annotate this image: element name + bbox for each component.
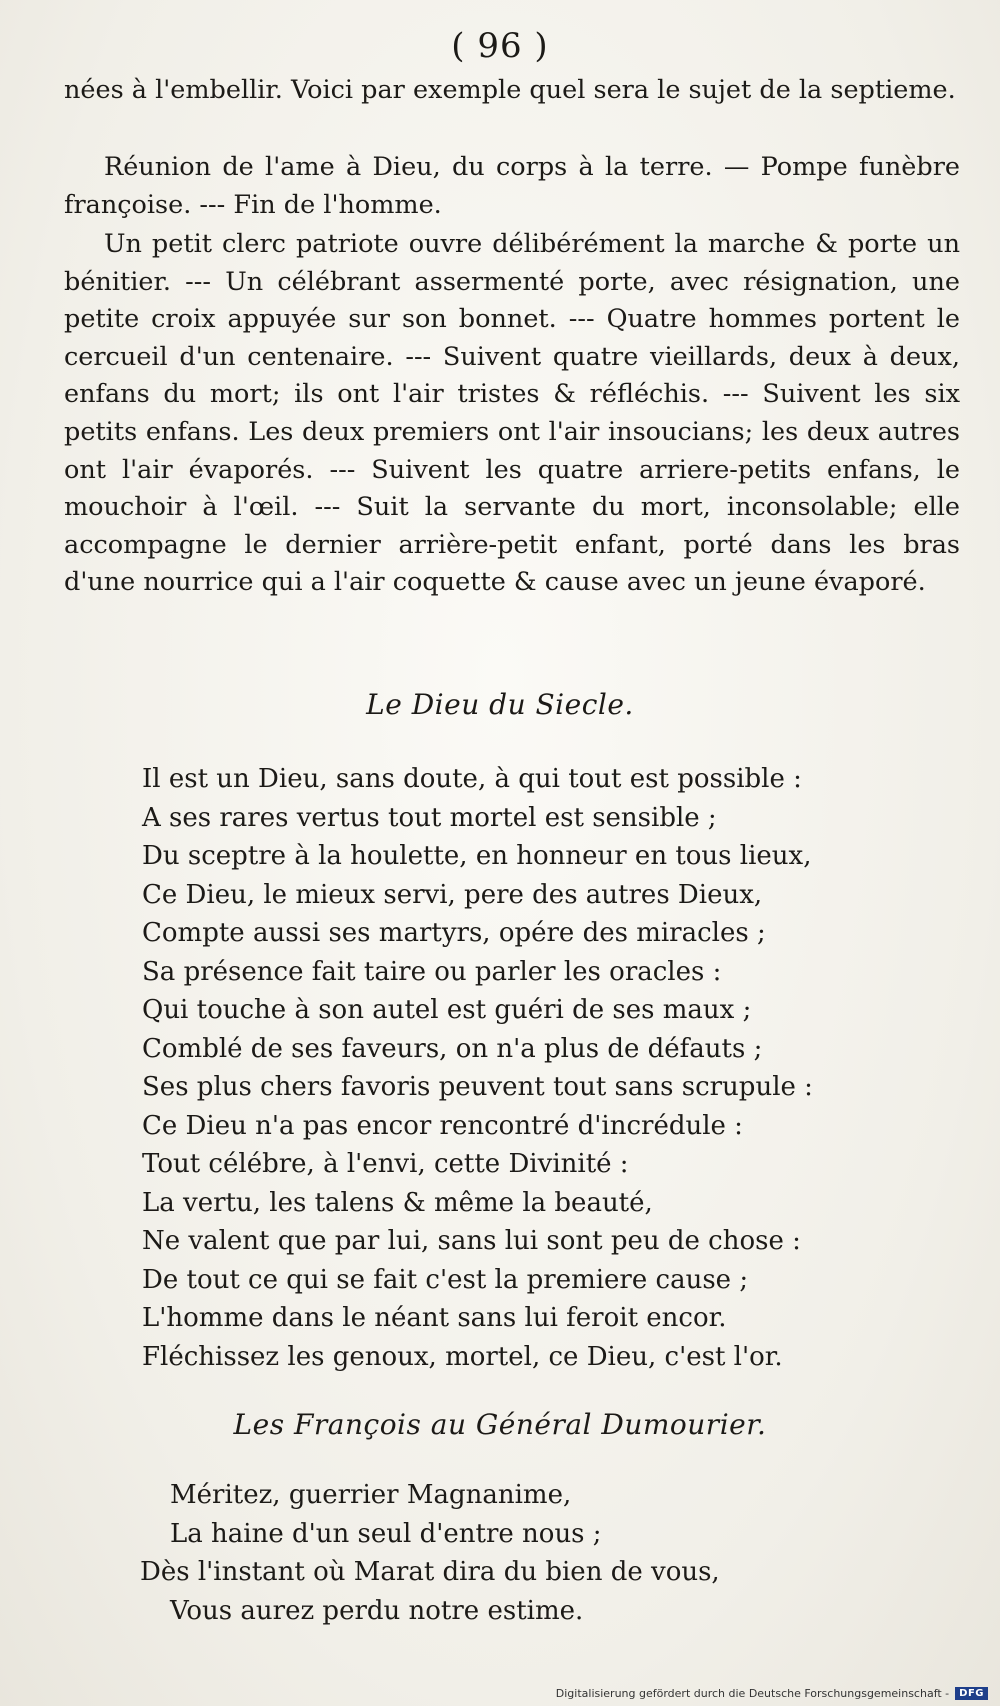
paragraph-text: Un petit clerc patriote ouvre délibérément la marche & porte un bénitier. --- Un célébrant assermenté porte, avec résignation, une petite croix appuyée sur son bonnet. --- Quatre hommes portent le cercueil d'un centenaire. --- Suivent quatre vieillards, deux à deux, enfans du mort; ils ont l'air tristes & réfléchis. --- Suivent les six petits enfans. Les deux premiers ont l'air insoucians; les deux autres ont l'air évaporés. --- Suivent les quatre arriere-petits enfans, le mouchoir à l'œil. --- Suit la servante du mort, inconsolable; elle accompagne le dernier arrière-petit enfant, porté dans les bras d'une nourrice qui a l'air coquette & cause avec un jeune évaporé. <box>64 229 960 598</box>
prose-paragraph-1 <box>64 72 960 110</box>
verse-line: La haine d'un seul d'entre nous ; <box>170 1518 602 1549</box>
poem-1 <box>142 760 932 1376</box>
credit-text: Digitalisierung gefördert durch die Deutsche Forschungsgemeinschaft - <box>555 1687 950 1700</box>
verse-line: Ses plus chers favoris peuvent tout sans scrupule : <box>142 1072 813 1102</box>
verse-line: Compte aussi ses martyrs, opére des miracles ; <box>142 918 766 948</box>
page-number: ( 96 ) <box>451 26 549 66</box>
verse-line: Il est un Dieu, sans doute, à qui tout est possible : <box>142 764 802 794</box>
poem-2 <box>140 1476 930 1630</box>
verse-line: Tout célébre, à l'envi, cette Divinité : <box>142 1149 629 1179</box>
verse-line: Qui touche à son autel est guéri de ses maux ; <box>142 995 752 1025</box>
verse-line: L'homme dans le néant sans lui feroit encor. <box>142 1303 727 1333</box>
verse-line: Ne valent que par lui, sans lui sont peu de chose : <box>142 1226 801 1256</box>
verse-line: Méritez, guerrier Magnanime, <box>170 1480 572 1510</box>
dfg-logo: DFG <box>955 1687 988 1700</box>
verse-line: Du sceptre à la houlette, en honneur en tous lieux, <box>142 841 812 871</box>
paragraph-text: nées à l'embellir. Voici par exemple quel sera le sujet de la septieme. <box>64 75 956 105</box>
prose-paragraph-2 <box>64 149 960 224</box>
verse-line: Ce Dieu, le mieux servi, pere des autres Dieux, <box>142 879 763 910</box>
poem-title-1: Le Dieu du Siecle. <box>366 688 634 721</box>
verse-line: Fléchissez les genoux, mortel, ce Dieu, c'est l'or. <box>142 1341 783 1372</box>
verse-line: De tout ce qui se fait c'est la premiere cause ; <box>142 1264 749 1295</box>
verse-line: Dès l'instant où Marat dira du bien de vous, <box>140 1557 720 1587</box>
verse-line: Sa présence fait taire ou parler les oracles : <box>142 956 722 987</box>
verse-line: Ce Dieu n'a pas encor rencontré d'incrédule : <box>142 1110 743 1141</box>
verse-line: Vous aurez perdu notre estime. <box>170 1595 584 1626</box>
verse-line: A ses rares vertus tout mortel est sensible ; <box>142 802 717 833</box>
verse-line: La vertu, les talens & même la beauté, <box>142 1187 653 1218</box>
verse-line: Comblé de ses faveurs, on n'a plus de défauts ; <box>142 1033 763 1064</box>
prose-paragraph-3 <box>64 226 960 602</box>
digitization-credit <box>556 1687 988 1700</box>
poem-title-2: Les François au Général Dumourier. <box>233 1408 767 1441</box>
paragraph-text: Réunion de l'ame à Dieu, du corps à la terre. — Pompe funèbre françoise. --- Fin de l'homme. <box>64 152 960 220</box>
